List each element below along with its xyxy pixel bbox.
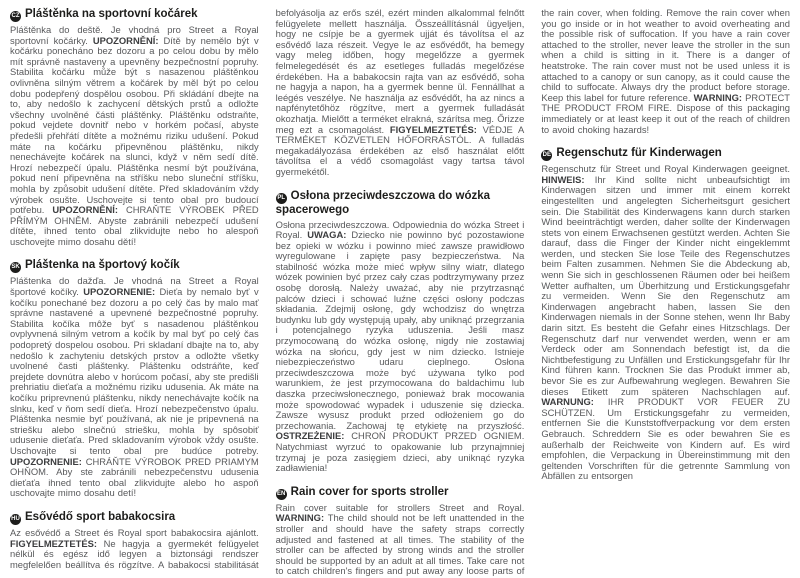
section-title-hu: Esővédő sport babakocsira [25, 510, 176, 523]
section-body-cz: Pláštěnka do deště. Je vhodná pro Street a Royal sportovní kočárky. UPOZORNĚNÍ: Dítě by nemělo být v kočárku ponecháno bez dozoru a po celou dobu by mělo mít správně nastaveny a upevněny bezpečnostní popruhy. Stabilita kočárku může být s nasazenou pláštěnkou ovlivněna silným větrem a kočárek by měl být po celou dobu podepřený dospělou osobou. Při skládání dbejte na to, aby nedošlo k zachycení dětských prstů a odložte všechny uvolněné části pláštěnky. Pláštěnku odstraňte, pokud vejdete dovnitř nebo v horkém počasí, abyste předešli přehřátí dítěte a možnému riziku udušení. Pokud máte na kočárku připevněnou pláštěnku, nikdy nenechávejte kočárek na slunci, když v něm sedí dítě. Hrozí nebezpečí úpalu. Pláštěnka nesmí být používána, pokud není připevněna na stříšku nebo sluneční stříšku, mohla by způsobit udušení dítěte. Před skladováním vždy výrobek osušte. Uschovejte si tento obal pro budoucí potřebu. UPOZORNĚNÍ: CHRAŇTE VÝROBEK PŘED PŘÍMÝM OHNĚM. Abyste zabránili nebezpečí udušení dítěte, ihned tento obal zlikvidujte nebo ho alespoň uschovejte mimo dosahu dětí! [10, 24, 259, 247]
language-badge-sk-icon: SK [10, 262, 21, 273]
section-title-de: Regenschutz für Kinderwagen [556, 147, 722, 160]
section-body-de: Regenschutz für Street und Royal Kinderwagen geeignet. HINWEIS: Ihr Kind sollte nicht unbeaufsichtigt im Kinderwagen sitzen und immer mit einem korrekt eingestellten und angelegten Sicherheitsgurt gesichert sein. Die Stabilität des Kinderwagens kann durch starken Wind beeinträchtigt werden, daher sollte der Kinderwagen stets von einem Erwachsenen gestützt werden. Achten Sie darauf, dass die Finger der Kinder nicht eingeklemmt werden, und stecken Sie lose Teile des Regenschutzes beim Falten zusammen. Nehmen Sie die Abdeckung ab, wenn Sie sich in geschlossenen Räumen oder bei heißem Wetter aufhalten, um Überhitzung und Erstickungsgefahr zu vermeiden. Wenn Sie den Regenschutz am Kinderwagen angebracht haben, lassen Sie den Kinderwagen niemals in der Sonne stehen, wenn Ihr Baby darin sitzt. Es besteht die Gefahr eines Hitzschlags. Der Regenschutz darf nur verwendet werden, wenn er am Verdeck oder am Sonnendach befestigt ist, da die Nichtbefestigung zu Unfällen und Erstickungsgefahr für Ihr Kind führen kann. Trocknen Sie das Produkt immer ab, bevor Sie es zur Aufbewahrung weglegen. Bewahren Sie dieses Etikett zum späteren Nachschlagen auf. WARNUNG: IHR PRODUKT VOR FEUER ZU SCHÜTZEN. Um Erstickungsgefahr zu vermeiden, entfernen Sie die Kunststoffverpackung vor dem ersten Gebrauch. Schreddern Sie es oder bewahren Sie es außerhalb der Reichweite von Kindern auf. Es wird empfohlen, die Verpackung in Übereinstimmung mit den geltenden Vorschriften für die getrennte Sammlung von Abfällen zu entsorgen [541, 163, 790, 482]
language-badge-cz-icon: CZ [10, 11, 21, 22]
language-badge-hu-icon: HU [10, 514, 21, 525]
section-header-hu [10, 511, 259, 525]
language-badge-en-icon: EN [276, 489, 287, 500]
section-title-cz: Pláštěnka na sportovní kočárek [25, 8, 198, 20]
section-pl [276, 190, 525, 474]
language-badge-pl-icon: PL [276, 193, 287, 204]
section-title-en: Rain cover for sports stroller [290, 485, 449, 498]
section-header-cz [10, 8, 259, 22]
section-title-pl: Osłona przeciwdeszczowa do wózka spacerowego [275, 189, 491, 216]
section-body-pl: Osłona przeciwdeszczowa. Odpowiednia do wózka Street i Royal. UWAGA: Dziecko nie powinno być pozostawione bez opieki w wózku i powinno mieć zawsze prawidłowo wyregulowane i zapięte pasy bezpieczeństwa. Na stabilność wózka może mieć wpływ silny wiatr, dlatego wózek powinien być przez cały czas podtrzymywany przez osobę dorosłą. Należy uważać, aby nie przytrzasnąć palców dzieci i schować luźne części osłony podczas składania. Zdejmij osłonę, gdy wchodzisz do wnętrza budynku lub gdy występują upały, aby uniknąć przegrzania i potencjalnego ryzyka uduszenia. Jeśli masz przymocowaną do wózka osłonę, nigdy nie zostawiaj wózka na słońcu, gdy jest w nim dziecko. Istnieje niebezpieczeństwo udaru cieplnego. Osłona przeciwdeszczowa może być używana tylko pod warunkiem, że jest przymocowana do baldachimu lub daszka przeciwsłonecznego, ponieważ brak mocowania może spowodować wypadek i uduszenie się dziecka. Zawsze wysusz produkt przed odłożeniem go do przechowania. Zachowaj tę etykietę na przyszłość. OSTRZEŻENIE: CHROŃ PRODUKT PRZED OGNIEM. Natychmiast wyrzuć to opakowanie lub przynajmniej trzymaj je poza zasięgiem dzieci, aby uniknąć ryzyka zadławienia! [275, 218, 525, 474]
section-cz [10, 8, 259, 247]
section-de [541, 147, 790, 482]
section-header-de [541, 147, 790, 161]
section-sk [10, 259, 259, 498]
section-body-en: Rain cover suitable for strollers Street and Royal. WARNING: The child should not be left unattended in the stroller and should have the safety straps correctly adjusted and fastened at all times. The stability of the stroller can be affected by strong winds and the stroller should be supported by an adult at all times. Take care not to catch children's fingers and put away any loose parts of the rain cover, when folding. Remove the rain cover when you go inside or in hot weather to avoid overheating and the possible risk of suffocation. If you have a rain cover attached to the stroller, never leave the stroller in the sun when a child is sitting in it. There is a danger of heatstroke. The rain cover must not be used unless it is attached to a canopy or sun canopy, as it could cause the child to suffocate. Always dry the product before storage. Keep this label for future reference. WARNING: PROTECT THE PRODUCT FROM FIRE. Dispose of this packaging immediately or at least keep it out of the reach of children to avoid choking hazards! [275, 7, 790, 577]
section-body-hu: Az esővédő a Street és Royal sport babakocsira ajánlott. FIGYELMEZTETÉS: Ne hagyja a gyermekét felügyelet nélkül és egész idő legyen a biztonsági rendszer megfelelően beállítva és rögzítve. A babakocsi stabilitását befolyásolja az erős szél, ezért minden alkalommal felnőtt felügyelete mellett használja. Összeállításnál ügyeljen, hogy ne csípje be a gyermek ujját és távolítsa el az esővédő laza részeit. Vegye le az esővédőt, ha bemegy vagy meleg időben, hogy megelőzze a gyermek felmelegedését és az esetleges fulladás megelőzése érdekében. Ha a babakocsin rajta van az esővédő, soha ne hagyja a napon, ha a gyermek benne ül. Fennállhat a leégés veszélye. Ne használja az esővédőt, ha az nincs a napfénytetőhöz rögzítve, mert a gyermek fulladását okozhatja. Mielőtt a terméket elrakná, szárítsa meg. Őrizze meg ezt a csomagolást. FIGYELMEZTETÉS: VÉDJE A TERMÉKET KÖZVETLEN HŐFORRÁSTÓL. A fulladás megakadályozása érdekében az első használat előtt távolítsa el a védő csomagolást vagy tartsa távol gyermekétől. [10, 7, 525, 570]
section-header-pl [276, 190, 525, 217]
section-header-sk [10, 259, 259, 273]
section-body-sk: Pláštenka do dažďa. Je vhodná na Street a Royal športové kočíky. UPOZORNENIE: Dieťa by nemalo byť v kočíku ponechané bez dozoru a po celý čas by malo mať správne nastavené a upevnené bezpečnostné popruhy. Stabilita kočíka môže byť s nasadenou pláštěnkou ovplyvnená silným vetrom a kočík by mal byť po celý čas podopretý dospelou osobou. Pri skladaní dbajte na to, aby nedošlo k zachyteniu detských prstov a odložte všetky uvolnené časti pláštenky. Pláštenku odstráňte, keď prejdete dovnútra alebo v horúcom počasí, aby ste predišli prehriatiu dieťaťa a možnému riziku udusenia. Ak máte na kočíku priprevnenú pláštenku, nikdy nenechávajte kočík na slnku, keď v ňom sedí dieťa. Hrozí nebezpečenstvo úpalu. Pláštenka nesmie byť používaná, ak nie je pripevnená na striešku alebo slnečnú striešku, mohla by spôsobiť udusenie dieťaťa. Pred skladovaním výrobok vždy osušte. Uschovajte si tento obal pre budúce potreby. UPOZORNENIE: CHRÁŇTE VÝROBOK PRED PRIAMYM OHŇOM. Aby ste zabránili nebezpečenstvu udusenia dieťaťa ihned tento obal zlikvidujte alebo ho aspoň uschovajte mimo dosahu detí! [10, 275, 259, 499]
section-title-sk: Pláštenka na športový kočík [25, 259, 180, 272]
section-header-en [276, 486, 525, 500]
language-badge-de-icon: DE [541, 150, 552, 161]
